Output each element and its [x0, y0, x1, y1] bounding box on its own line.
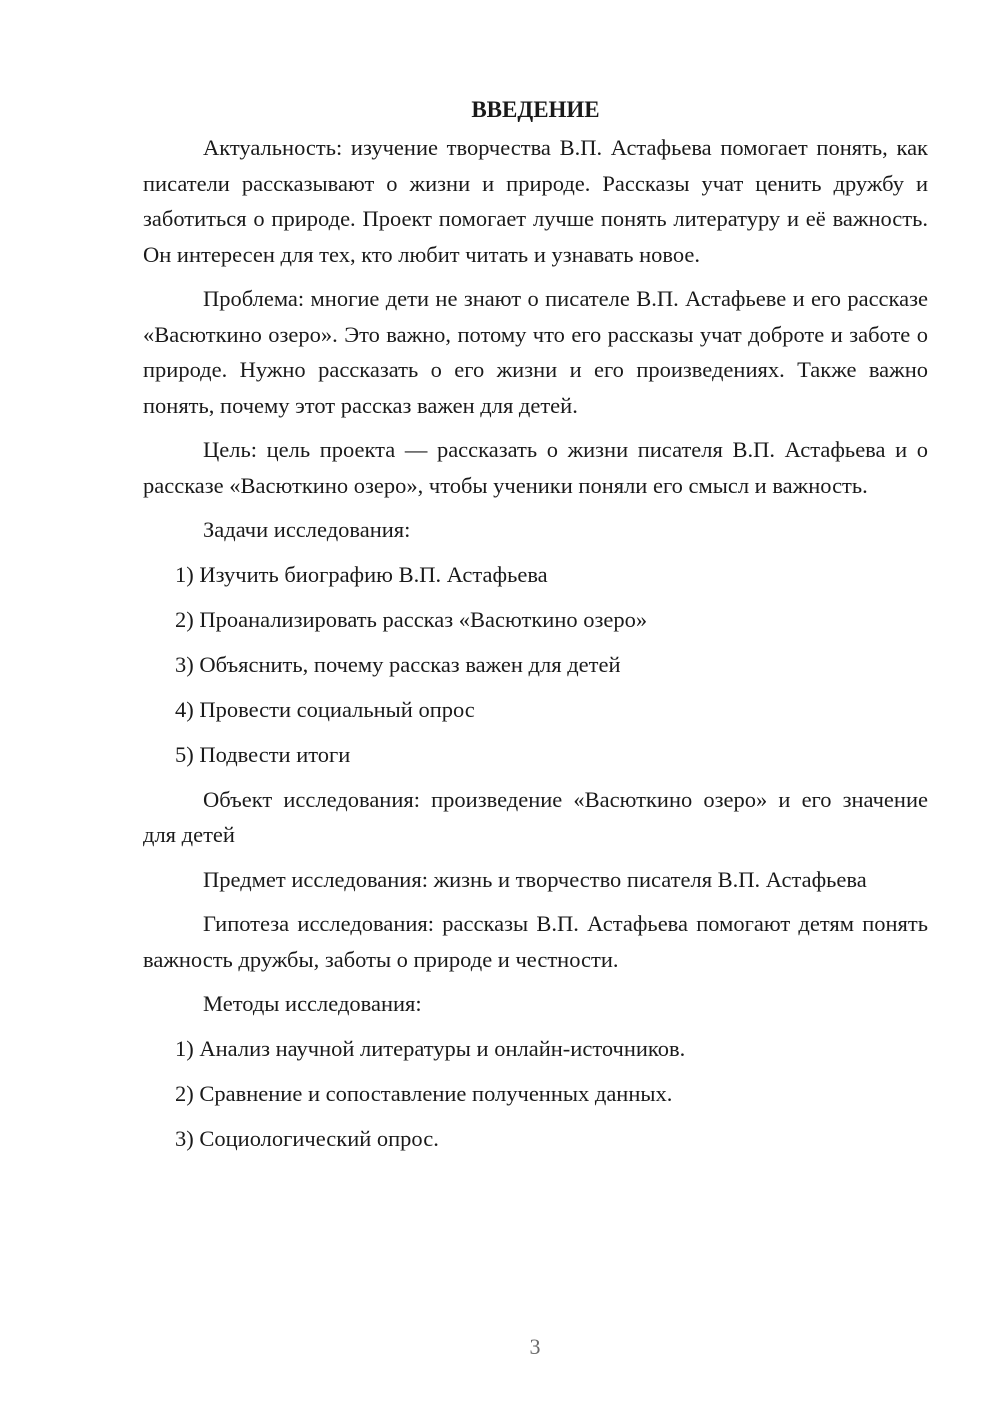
- tasks-heading: Задачи исследования:: [203, 517, 411, 542]
- list-item: 3) Социологический опрос.: [175, 1125, 439, 1151]
- list-item: 1) Анализ научной литературы и онлайн-источников.: [175, 1035, 686, 1061]
- list-item: 1) Изучить биографию В.П. Астафьева: [175, 561, 548, 587]
- list-item: 5) Подвести итоги: [175, 741, 351, 767]
- hypothesis-paragraph: Гипотеза исследования: рассказы В.П. Астафьева помогают детям понять важность дружбы, заботы о природе и честности.: [143, 911, 928, 972]
- list-item: 3) Объяснить, почему рассказ важен для детей: [175, 651, 621, 677]
- page-title: ВВЕДЕНИЕ: [471, 97, 600, 122]
- problem-paragraph: Проблема: многие дети не знают о писателе В.П. Астафьеве и его рассказе «Васюткино озеро». Это важно, потому что его рассказы учат доброте и заботе о природе. Нужно рассказать о его жизни и его произведениях. Также важно понять, почему этот рассказ важен для детей.: [143, 286, 928, 418]
- goal-paragraph: Цель: цель проекта — рассказать о жизни писателя В.П. Астафьева и о рассказе «Васюткино озеро», чтобы ученики поняли его смысл и важность.: [143, 437, 928, 498]
- list-item: 2) Проанализировать рассказ «Васюткино озеро»: [175, 606, 648, 632]
- document-page: [143, 92, 928, 1166]
- object-paragraph: Объект исследования: произведение «Васюткино озеро» и его значение для детей: [143, 786, 928, 847]
- page-number: 3: [529, 1334, 541, 1359]
- methods-heading: Методы исследования:: [203, 991, 422, 1016]
- subject-paragraph: Предмет исследования: жизнь и творчество писателя В.П. Астафьева: [203, 866, 867, 892]
- methods-list: [143, 1031, 928, 1157]
- list-item: 2) Сравнение и сопоставление полученных данных.: [175, 1080, 673, 1106]
- tasks-list: [143, 557, 928, 773]
- relevance-paragraph: Актуальность: изучение творчества В.П. Астафьева помогает понять, как писатели рассказывают о жизни и природе. Рассказы учат ценить дружбу и заботиться о природе. Проект помогает лучше понять литературу и её важность. Он интересен для тех, кто любит читать и узнавать новое.: [143, 135, 928, 267]
- list-item: 4) Провести социальный опрос: [175, 696, 475, 722]
